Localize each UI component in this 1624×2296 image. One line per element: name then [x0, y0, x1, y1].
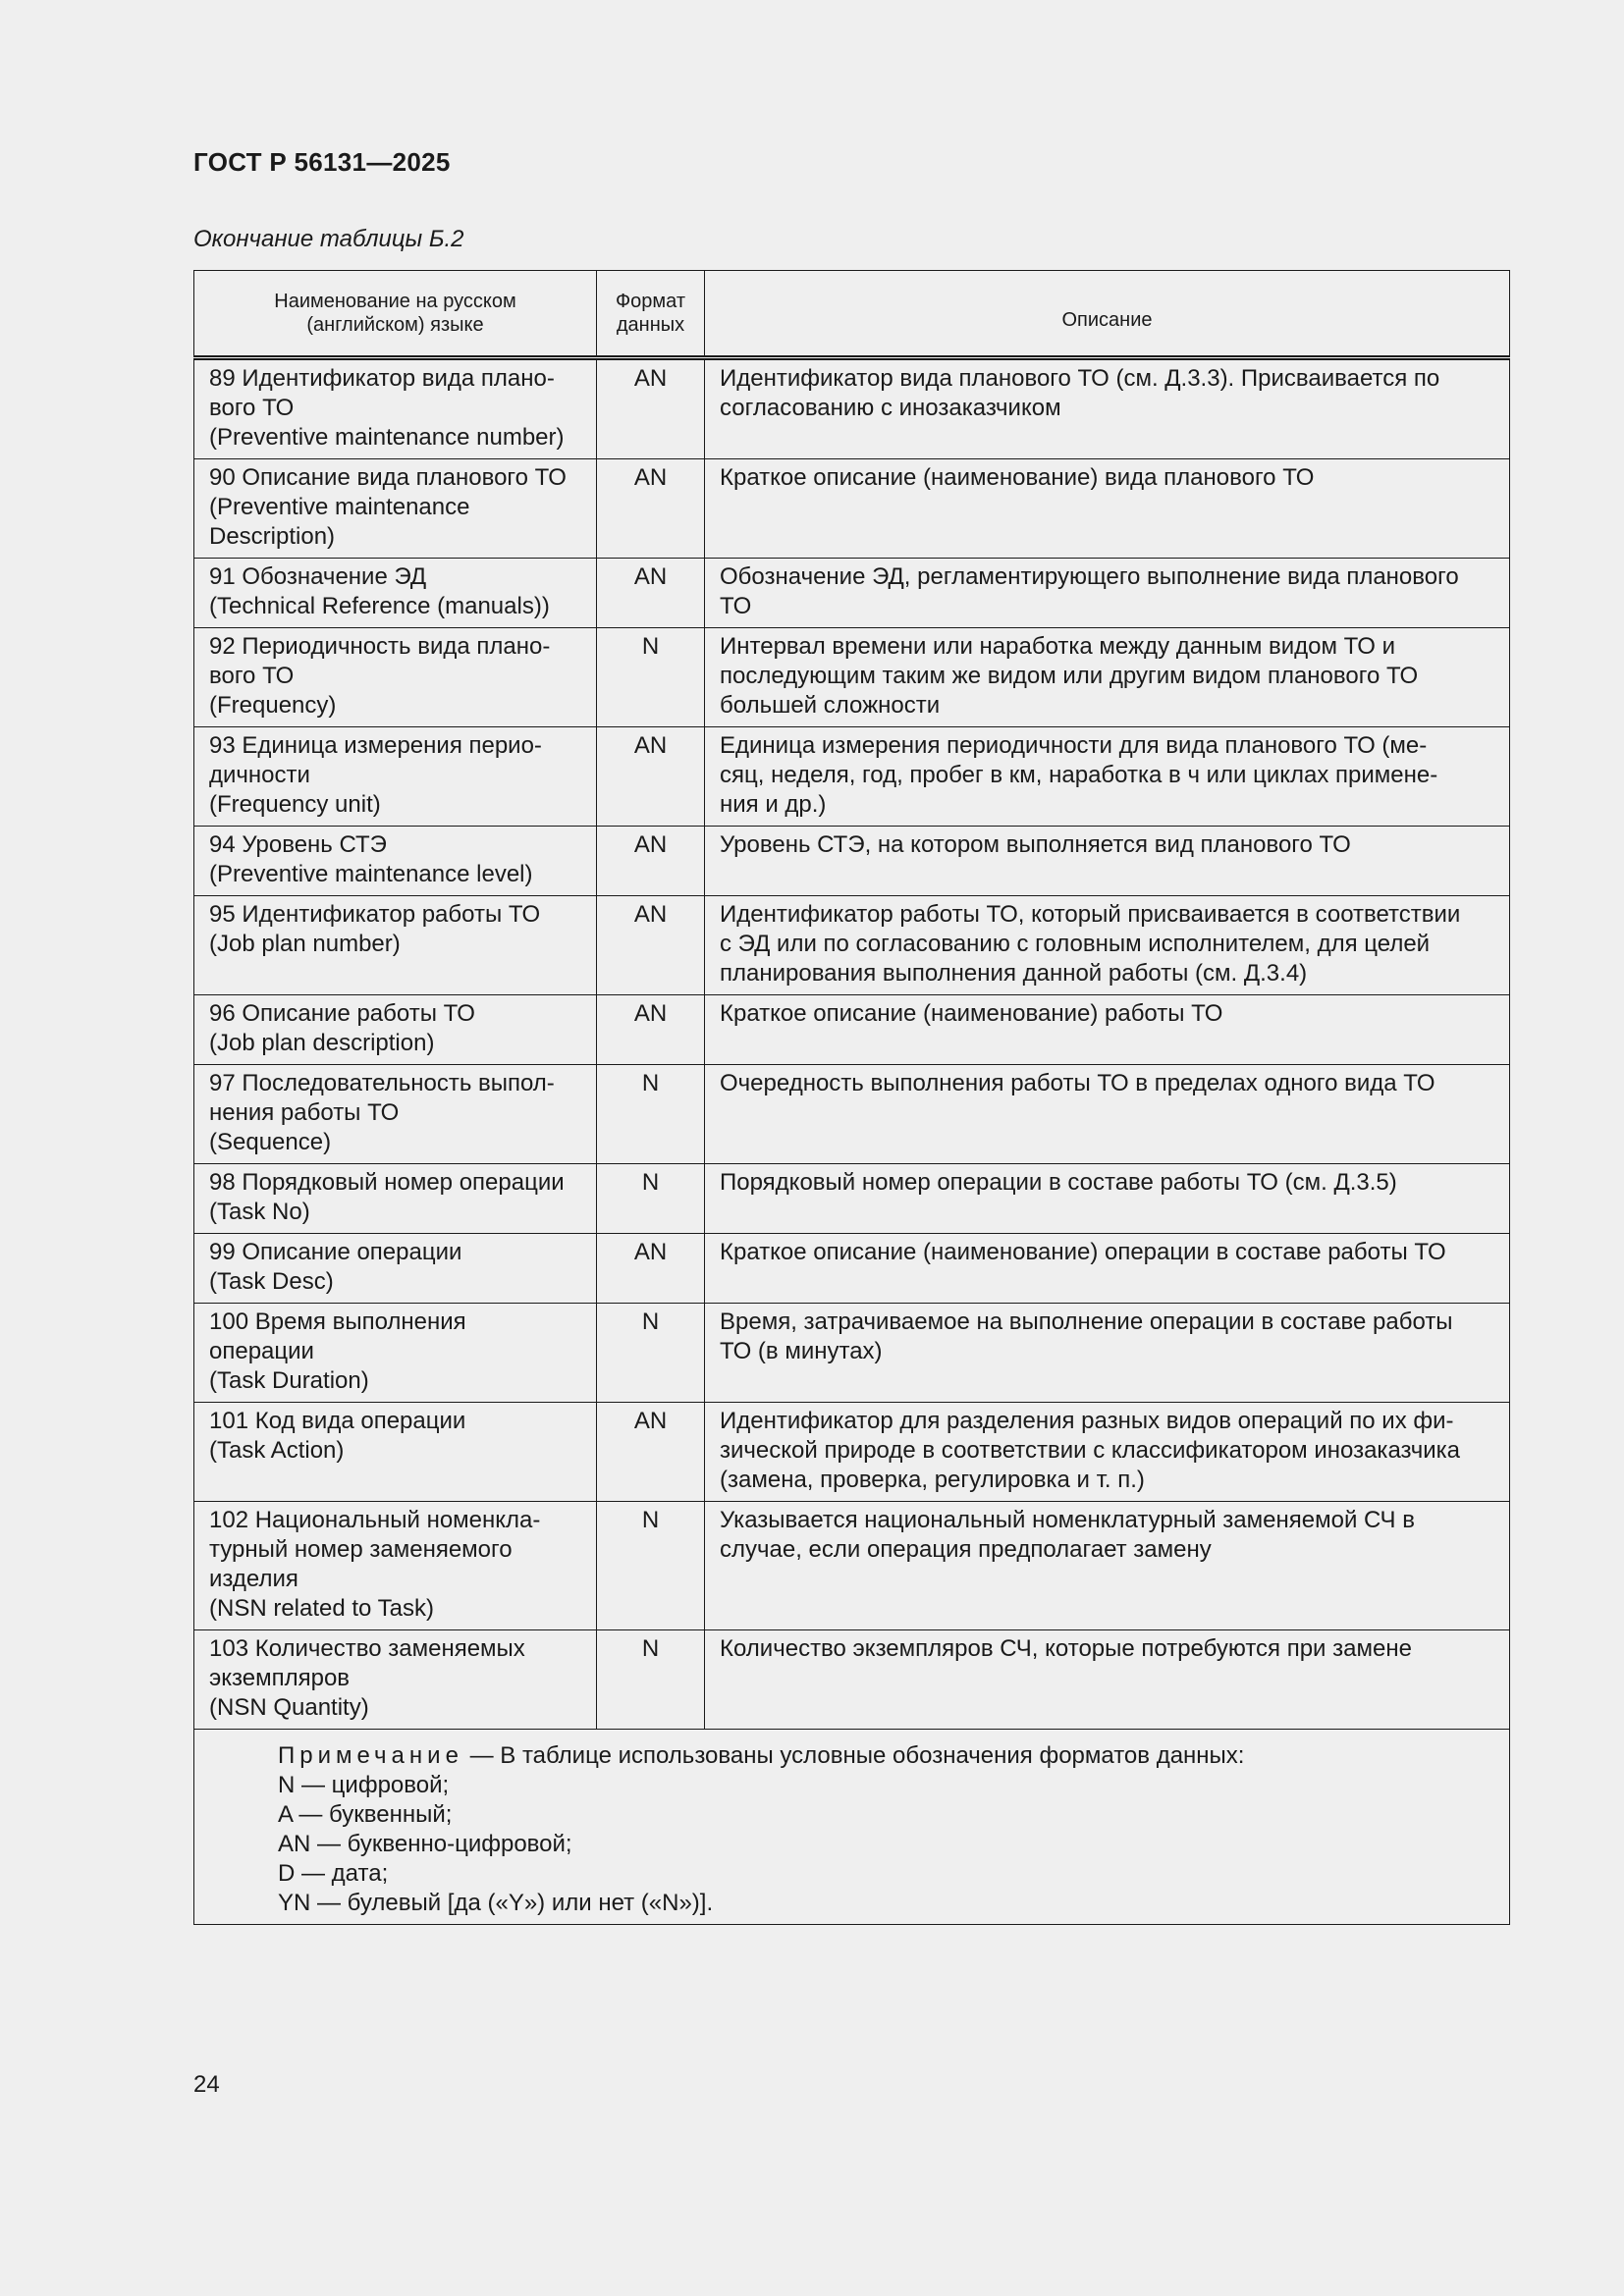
cell-name-line: (NSN related to Task): [209, 1595, 434, 1622]
cell-format: AN: [597, 1403, 705, 1502]
cell-format: N: [597, 1304, 705, 1403]
cell-description-line: сяц, неделя, год, пробег в км, наработка в ч или циклах примене-: [720, 762, 1438, 788]
cell-description: [705, 1304, 1510, 1403]
table-row: [194, 1630, 1510, 1730]
cell-description: [705, 827, 1510, 896]
cell-name-line: (Technical Reference (manuals)): [209, 593, 550, 619]
cell-description-line: Краткое описание (наименование) работы ТО: [720, 1000, 1223, 1027]
note-items: [278, 1771, 1493, 1918]
cell-name: [194, 1065, 597, 1164]
cell-description-line: ТО: [720, 593, 752, 619]
cell-name-line: (Preventive maintenance level): [209, 861, 533, 887]
cell-description: [705, 727, 1510, 827]
table-header-row: [194, 271, 1510, 358]
note-heading: [278, 1741, 1493, 1771]
table-caption: Окончание таблицы Б.2: [193, 226, 464, 252]
cell-name-line: 94 Уровень СТЭ: [209, 831, 387, 858]
cell-description: [705, 1164, 1510, 1234]
cell-name: [194, 628, 597, 727]
note-cell: [194, 1730, 1510, 1925]
note-item: D — дата;: [278, 1860, 389, 1887]
cell-description-line: ТО (в минутах): [720, 1338, 883, 1364]
cell-description: [705, 995, 1510, 1065]
column-header-format-line-1: Формат: [615, 291, 686, 312]
cell-name-line: турный номер заменяемого: [209, 1536, 513, 1563]
cell-name-line: (Sequence): [209, 1129, 332, 1155]
cell-name-line: 102 Национальный номенкла-: [209, 1507, 541, 1533]
cell-name-line: 100 Время выполнения: [209, 1308, 466, 1335]
cell-description-line: Идентификатор вида планового ТО (см. Д.3.3). Присваивается по: [720, 365, 1440, 392]
table-row: [194, 727, 1510, 827]
note-item: N — цифровой;: [278, 1772, 450, 1798]
cell-name-line: (Task No): [209, 1199, 310, 1225]
cell-name-line: нения работы ТО: [209, 1099, 400, 1126]
cell-description: [705, 1630, 1510, 1730]
cell-description-line: последующим таким же видом или другим видом планового ТО: [720, 663, 1419, 689]
cell-description-line: ния и др.): [720, 791, 827, 818]
cell-name: [194, 1164, 597, 1234]
cell-format: AN: [597, 827, 705, 896]
cell-format: AN: [597, 1234, 705, 1304]
cell-name-line: (Preventive maintenance: [209, 494, 470, 520]
column-header-format-line-2: данных: [616, 314, 685, 336]
cell-description-line: зической природе в соответствии с классификатором инозаказчика: [720, 1437, 1461, 1464]
cell-name: [194, 827, 597, 896]
cell-description-line: Единица измерения периодичности для вида планового ТО (ме-: [720, 732, 1428, 759]
cell-name-line: (Task Action): [209, 1437, 345, 1464]
cell-description: [705, 1234, 1510, 1304]
cell-format: AN: [597, 559, 705, 628]
cell-format: AN: [597, 727, 705, 827]
cell-description: [705, 559, 1510, 628]
cell-name-line: (Job plan description): [209, 1030, 435, 1056]
page-number: 24: [193, 2071, 220, 2098]
cell-description: [705, 896, 1510, 995]
cell-description-line: Краткое описание (наименование) операции в составе работы ТО: [720, 1239, 1446, 1265]
cell-description-line: Идентификатор работы ТО, который присваивается в соответствии: [720, 901, 1461, 928]
note-item: AN — буквенно-цифровой;: [278, 1831, 572, 1857]
cell-name-line: Description): [209, 523, 336, 550]
cell-name: [194, 896, 597, 995]
cell-description: [705, 628, 1510, 727]
table-row: [194, 358, 1510, 459]
cell-name-line: (Frequency unit): [209, 791, 381, 818]
cell-format: AN: [597, 995, 705, 1065]
table-row: [194, 459, 1510, 559]
document-title: ГОСТ Р 56131—2025: [193, 147, 451, 177]
cell-name: [194, 727, 597, 827]
cell-description-line: Идентификатор для разделения разных видов операций по их фи-: [720, 1408, 1454, 1434]
cell-name-line: (Task Duration): [209, 1367, 369, 1394]
cell-name: [194, 1630, 597, 1730]
cell-description-line: большей сложности: [720, 692, 941, 719]
cell-format: N: [597, 1065, 705, 1164]
column-header-format: [597, 271, 705, 358]
cell-description-line: Время, затрачиваемое на выполнение операции в составе работы: [720, 1308, 1453, 1335]
cell-name-line: экземпляров: [209, 1665, 351, 1691]
cell-description-line: Количество экземпляров СЧ, которые потребуются при замене: [720, 1635, 1412, 1662]
cell-name-line: 93 Единица измерения перио-: [209, 732, 542, 759]
cell-name-line: 89 Идентификатор вида плано-: [209, 365, 555, 392]
cell-description: [705, 1502, 1510, 1630]
note-item: YN — булевый [да («Y») или нет («N»)].: [278, 1890, 714, 1916]
cell-name-line: вого ТО: [209, 395, 295, 421]
column-header-name-line-1: Наименование на русском: [274, 291, 516, 312]
cell-description-line: с ЭД или по согласованию с головным исполнителем, для целей: [720, 931, 1431, 957]
note-label: Примечание: [278, 1742, 463, 1769]
cell-name: [194, 1502, 597, 1630]
cell-format: AN: [597, 459, 705, 559]
table-row: [194, 1065, 1510, 1164]
cell-name-line: изделия: [209, 1566, 298, 1592]
table-row: [194, 628, 1510, 727]
cell-format: N: [597, 1164, 705, 1234]
cell-format: AN: [597, 896, 705, 995]
cell-description-line: Порядковый номер операции в составе работы ТО (см. Д.3.5): [720, 1169, 1397, 1196]
cell-name-line: (Frequency): [209, 692, 337, 719]
table-row: [194, 827, 1510, 896]
cell-name: [194, 459, 597, 559]
column-header-name-line-2: (английском) языке: [306, 314, 484, 336]
cell-format: AN: [597, 358, 705, 459]
cell-name-line: 101 Код вида операции: [209, 1408, 466, 1434]
note-row: [194, 1730, 1510, 1925]
cell-name: [194, 1304, 597, 1403]
cell-name-line: операции: [209, 1338, 314, 1364]
cell-description-line: Указывается национальный номенклатурный заменяемой СЧ в: [720, 1507, 1415, 1533]
note-item: A — буквенный;: [278, 1801, 453, 1828]
table-row: [194, 995, 1510, 1065]
cell-name: [194, 559, 597, 628]
cell-name: [194, 1403, 597, 1502]
cell-description-line: Уровень СТЭ, на котором выполняется вид планового ТО: [720, 831, 1351, 858]
cell-description-line: Интервал времени или наработка между данным видом ТО и: [720, 633, 1396, 660]
table-row: [194, 1502, 1510, 1630]
cell-name-line: (Task Desc): [209, 1268, 334, 1295]
table-body: [194, 358, 1510, 1730]
table-row: [194, 559, 1510, 628]
table-row: [194, 1403, 1510, 1502]
cell-description-line: Краткое описание (наименование) вида планового ТО: [720, 464, 1315, 491]
cell-name-line: (NSN Quantity): [209, 1694, 369, 1721]
cell-description: [705, 459, 1510, 559]
cell-description-line: случае, если операция предполагает замену: [720, 1536, 1212, 1563]
cell-name-line: 92 Периодичность вида плано-: [209, 633, 551, 660]
cell-description-line: согласованию с инозаказчиком: [720, 395, 1061, 421]
table-row: [194, 1304, 1510, 1403]
note-dash: —: [462, 1742, 501, 1769]
cell-format: N: [597, 1630, 705, 1730]
table-row: [194, 1164, 1510, 1234]
cell-description-line: Обозначение ЭД, регламентирующего выполнение вида планового: [720, 563, 1459, 590]
cell-name: [194, 358, 597, 459]
cell-name: [194, 995, 597, 1065]
cell-description: [705, 1065, 1510, 1164]
cell-name-line: 99 Описание операции: [209, 1239, 462, 1265]
note-intro: В таблице использованы условные обозначения форматов данных:: [500, 1742, 1245, 1769]
table-row: [194, 896, 1510, 995]
column-header-name: [194, 271, 597, 358]
cell-description-line: планирования выполнения данной работы (см. Д.3.4): [720, 960, 1308, 987]
cell-name-line: 97 Последовательность выпол-: [209, 1070, 555, 1096]
cell-name-line: 91 Обозначение ЭД: [209, 563, 427, 590]
data-formats-table: [193, 270, 1510, 1925]
cell-name-line: 98 Порядковый номер операции: [209, 1169, 565, 1196]
cell-name-line: 96 Описание работы ТО: [209, 1000, 475, 1027]
cell-name-line: 90 Описание вида планового ТО: [209, 464, 567, 491]
cell-name-line: 95 Идентификатор работы ТО: [209, 901, 541, 928]
cell-format: N: [597, 1502, 705, 1630]
cell-name: [194, 1234, 597, 1304]
cell-description-line: Очередность выполнения работы ТО в пределах одного вида ТО: [720, 1070, 1435, 1096]
cell-name-line: дичности: [209, 762, 310, 788]
cell-name-line: 103 Количество заменяемых: [209, 1635, 525, 1662]
cell-format: N: [597, 628, 705, 727]
cell-name-line: (Preventive maintenance number): [209, 424, 565, 451]
cell-description-line: (замена, проверка, регулировка и т. п.): [720, 1467, 1145, 1493]
cell-name-line: (Job plan number): [209, 931, 401, 957]
table-row: [194, 1234, 1510, 1304]
column-header-description: Описание: [705, 271, 1510, 358]
cell-name-line: вого ТО: [209, 663, 295, 689]
cell-description: [705, 1403, 1510, 1502]
cell-description: [705, 358, 1510, 459]
